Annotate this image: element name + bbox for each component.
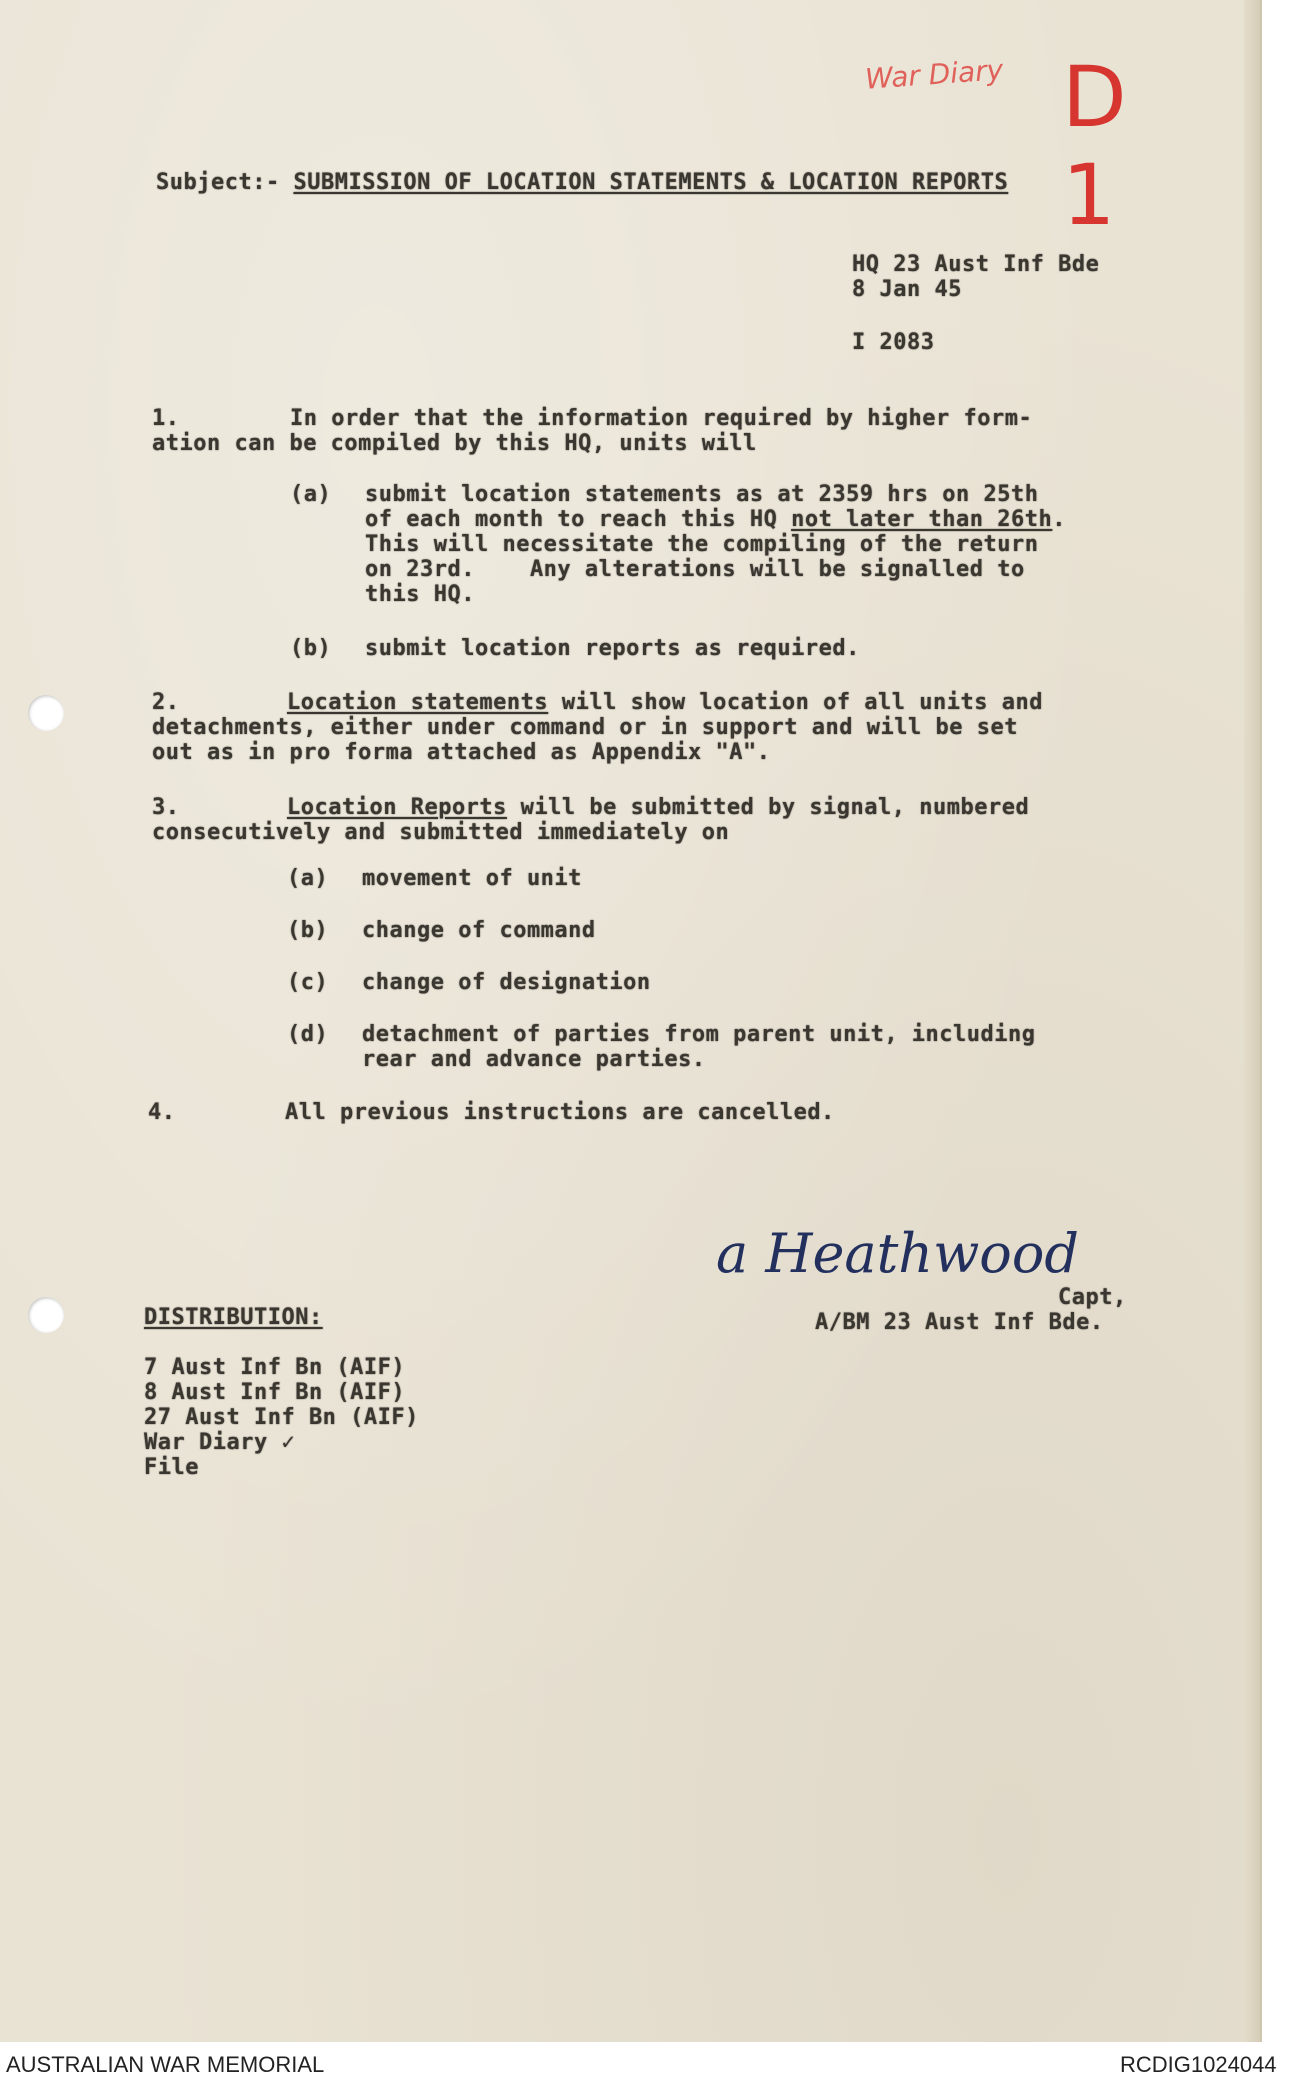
war-diary-pencil-note: War Diary (864, 53, 1005, 96)
page-edge (1244, 0, 1260, 2042)
signature-rank: Capt, (1058, 1285, 1127, 1310)
para-2-line3: out as in pro forma attached as Appendix "A". (152, 740, 771, 765)
para-2-number: 2. (152, 690, 180, 715)
para-1a-line1: submit location statements as at 2359 hrs on 25th (365, 482, 1039, 507)
para-1a-line5: this HQ. (365, 582, 475, 607)
page-mark: D 1 (1062, 48, 1145, 244)
para-1a-marker: (a) (290, 482, 332, 507)
para-3-line2: consecutively and submitted immediately on (152, 820, 730, 845)
para-4-number: 4. (148, 1100, 176, 1125)
para-1b-marker: (b) (290, 636, 332, 661)
footer-identifier: RCDIG1024044 (1120, 2052, 1277, 2077)
header-date: 8 Jan 45 (852, 277, 962, 302)
distribution-heading: DISTRIBUTION: (144, 1305, 323, 1330)
distribution-item: File (144, 1455, 199, 1480)
punch-hole-bottom (28, 1297, 64, 1333)
para-3c-text: change of designation (362, 970, 651, 995)
para-2-line2: detachments, either under command or in support and will be set (152, 715, 1018, 740)
para-4-text: All previous instructions are cancelled. (285, 1100, 835, 1125)
para-3b-text: change of command (362, 918, 596, 943)
para-3d-line1: detachment of parties from parent unit, including (362, 1022, 1036, 1047)
para-1a-line2: of each month to reach this HQ not later than 26th. (365, 507, 1067, 532)
punch-hole-top (28, 695, 64, 731)
para-2-line1: Location statements will show location of all units and (287, 690, 1043, 715)
para-3d-line2: rear and advance parties. (362, 1047, 706, 1072)
para-3d-marker: (d) (287, 1022, 329, 1047)
para-1a-line4: on 23rd. Any alterations will be signalled to (365, 557, 1025, 582)
footer-institution: AUSTRALIAN WAR MEMORIAL (6, 2052, 325, 2077)
para-3a-marker: (a) (287, 866, 329, 891)
location-statements-underlined: Location statements (287, 690, 549, 715)
distribution-item: 7 Aust Inf Bn (AIF) (144, 1355, 406, 1380)
para-3c-marker: (c) (287, 970, 329, 995)
distribution-item: War Diary ✓ (144, 1430, 296, 1455)
para-1a-line3: This will necessitate the compiling of the return (365, 532, 1039, 557)
para-3a-text: movement of unit (362, 866, 582, 891)
header-reference: I 2083 (852, 330, 935, 355)
para-3-line1: Location Reports will be submitted by signal, numbered (287, 795, 1030, 820)
para-1-line2: ation can be compiled by this HQ, units will (152, 431, 757, 456)
signature-appointment: A/BM 23 Aust Inf Bde. (815, 1310, 1104, 1335)
subject-line (156, 170, 1008, 195)
para-1b-text: submit location reports as required. (365, 636, 860, 661)
subject-title: SUBMISSION OF LOCATION STATEMENTS & LOCATION REPORTS (293, 170, 1009, 195)
para-3b-marker: (b) (287, 918, 329, 943)
para-3-number: 3. (152, 795, 180, 820)
para-1-line1: In order that the information required by higher form- (290, 406, 1033, 431)
handwritten-signature: a Heathwood (716, 1222, 1079, 1285)
distribution-item: 8 Aust Inf Bn (AIF) (144, 1380, 406, 1405)
distribution-item: 27 Aust Inf Bn (AIF) (144, 1405, 419, 1430)
header-hq: HQ 23 Aust Inf Bde (852, 252, 1100, 277)
deadline-underlined: not later than 26th (791, 507, 1053, 532)
location-reports-underlined: Location Reports (287, 795, 507, 820)
subject-label: Subject:- (156, 170, 280, 195)
para-1-number: 1. (152, 406, 180, 431)
